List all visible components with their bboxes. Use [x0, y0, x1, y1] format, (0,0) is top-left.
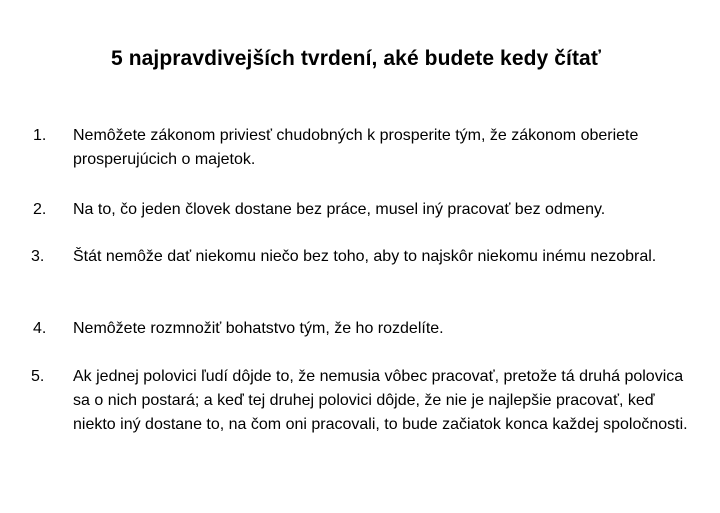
list-item-number: 2. [33, 201, 47, 218]
list-item-text: Ak jednej polovici ľudí dôjde to, že nemusia vôbec pracovať, pretože tá druhá polovica sa o nich postará; a keď tej druhej polovici dôjde, že nie je najlepšie pracovať, keď niekto iný dostane to, na čom oni pracovali, to bude začiatok konca každej spoločnosti. [73, 368, 688, 433]
list-item-text: Nemôžete zákonom priviesť chudobných k prosperite tým, že zákonom oberiete prosperujúcich o majetok. [73, 127, 639, 168]
page-title: 5 najpravdivejších tvrdení, aké budete kedy čítať [111, 47, 601, 70]
list-item-number: 1. [33, 127, 47, 144]
list-item-text: Nemôžete rozmnožiť bohatstvo tým, že ho rozdelíte. [73, 320, 444, 337]
list-item-number: 3. [31, 248, 45, 265]
list-item-number: 5. [31, 368, 45, 385]
list-item-text: Štát nemôže dať niekomu niečo bez toho, aby to najskôr niekomu inému nezobral. [73, 248, 657, 265]
list-item-text: Na to, čo jeden človek dostane bez práce, musel iný pracovať bez odmeny. [73, 201, 606, 218]
list-item-number: 4. [33, 320, 47, 337]
